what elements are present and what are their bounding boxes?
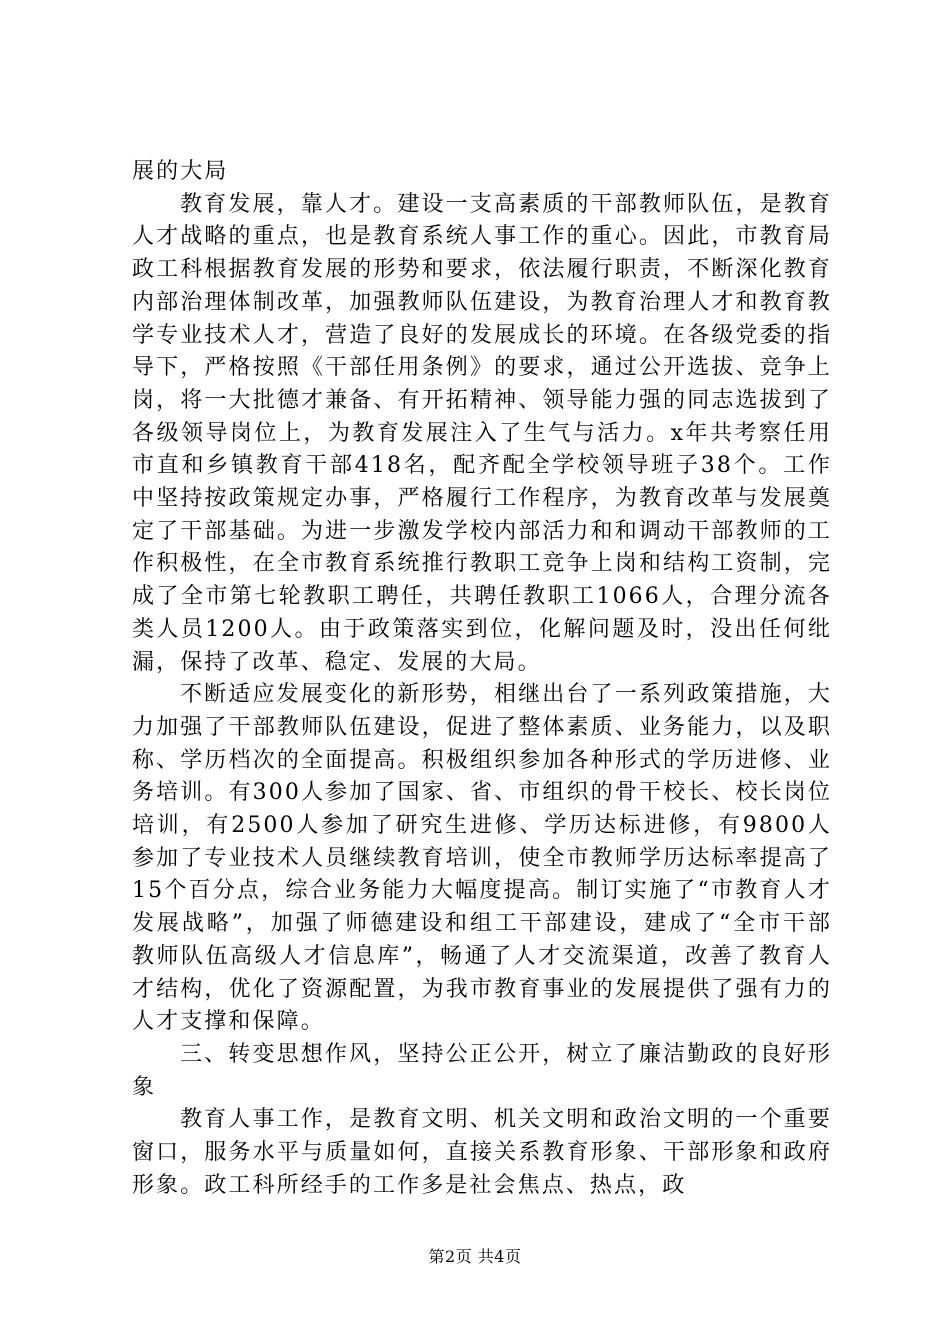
document-body (132, 156, 832, 1203)
page-number-footer: 第2页 共4页 (428, 1247, 522, 1266)
section-heading-3: 三、转变思想作风，坚持公正公开，树立了廉洁勤政的良好形象 (132, 1041, 832, 1100)
paragraph-training: 不断适应发展变化的新形势，相继出台了一系列政策措施，大力加强了干部教师队伍建设，促进了整体素质、业务能力，以及职称、学历档次的全面提高。积极组织参加各种形式的学历进修、业务培训。有300人参加了国家、省、市组织的骨干校长、校长岗位培训，有2500人参加了研究生进修、学历达标进修，有9800人参加了专业技术人员继续教育培训，使全市教师学历达标率提高了15个百分点，综合业务能力大幅度提高。制订实施了“市教育人才发展战略”，加强了师德建设和组工干部建设，建成了“全市干部教师队伍高级人才信息库”，畅通了人才交流渠道，改善了教育人才结构，优化了资源配置，为我市教育事业的发展提供了强有力的人才支撑和保障。 (132, 682, 832, 1035)
paragraph-continuation: 展的大局 (132, 159, 229, 184)
paragraph-talent-team: 教育发展，靠人才。建设一支高素质的干部教师队伍，是教育人才战略的重点，也是教育系统人事工作的重心。因此，市教育局政工科根据教育发展的形势和要求，依法履行职责，不断深化教育内部治理体制改革，加强教师队伍建设，为教育治理人才和教育教学专业技术人才，营造了良好的发展成长的环境。在各级党委的指导下，严格按照《干部任用条例》的要求，通过公开选拔、竞争上岗，将一大批德才兼备、有开拓精神、领导能力强的同志选拔到了各级领导岗位上，为教育发展注入了生气与活力。x年共考察任用市直和乡镇教育干部418名，配齐配全学校领导班子38个。工作中坚持按政策规定办事，严格履行工作程序，为教育改革与发展奠定了干部基础。为进一步激发学校内部活力和和调动干部教师的工作积极性，在全市教育系统推行教职工竞争上岗和结构工资制，完成了全市第七轮教职工聘任，共聘任教职工1066人，合理分流各类人员1200人。由于政策落实到位，化解问题及时，没出任何纰漏，保持了改革、稳定、发展的大局。 (132, 191, 832, 675)
paragraph-service-window: 教育人事工作，是教育文明、机关文明和政治文明的一个重要窗口，服务水平与质量如何，直接关系教育形象、干部形象和政府形象。政工科所经手的工作多是社会焦点、热点，政 (132, 1107, 832, 1198)
